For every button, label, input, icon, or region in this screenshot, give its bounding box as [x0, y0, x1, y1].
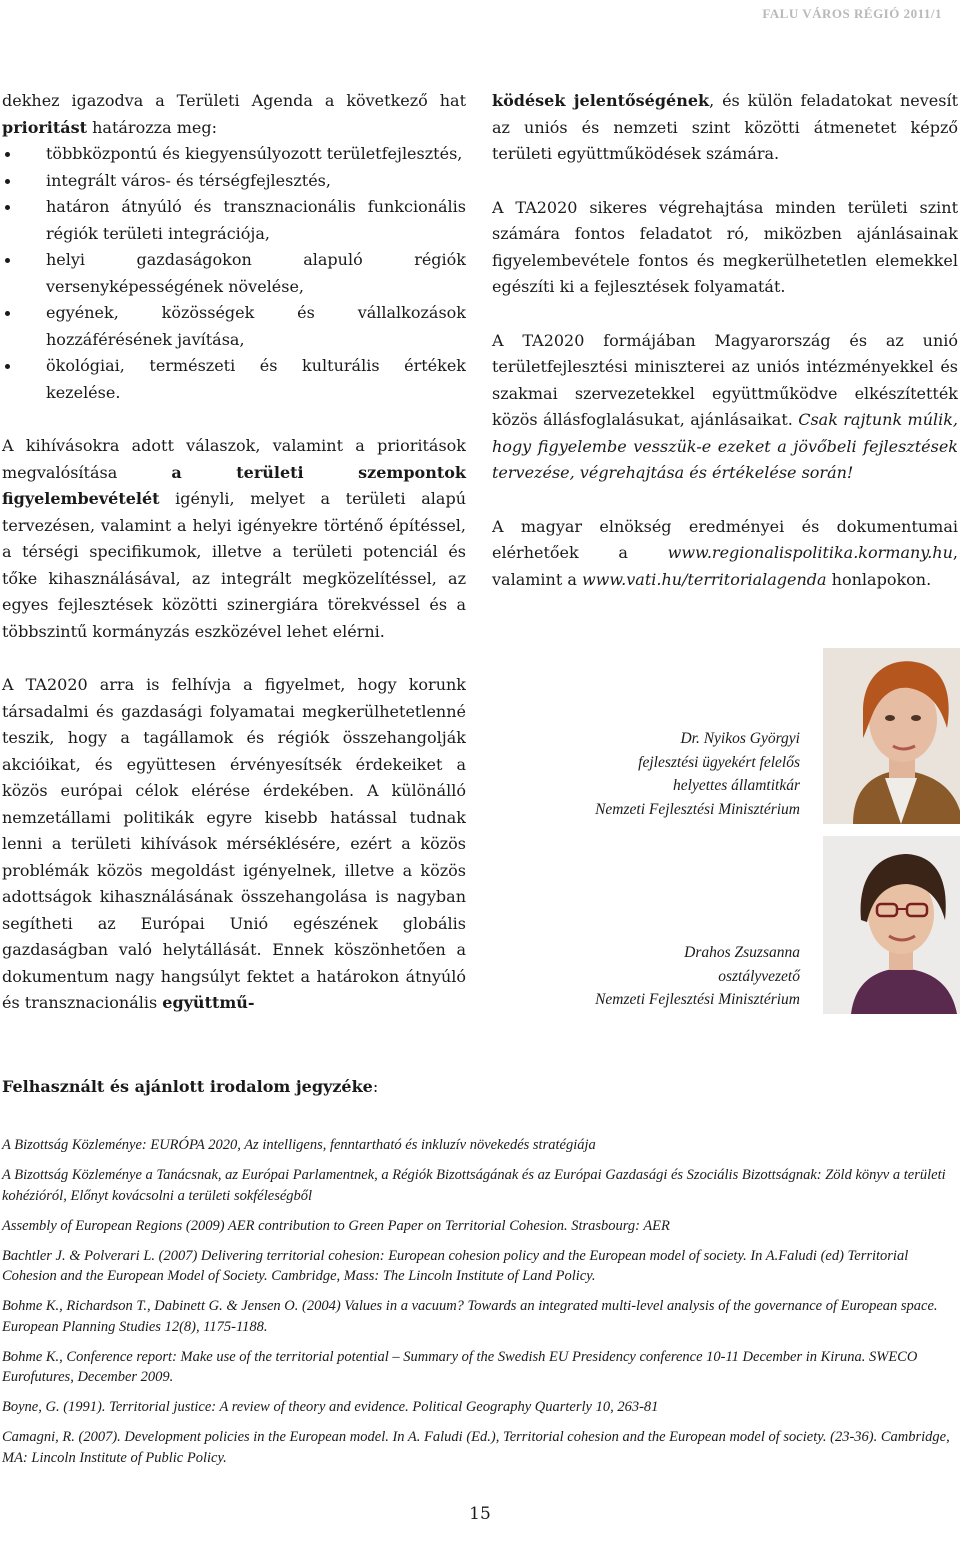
reference-item: Assembly of European Regions (2009) AER contribution to Green Paper on Territorial Cohesion. Strasbourg: AER: [2, 1217, 670, 1234]
body-paragraph: [492, 514, 958, 594]
bullet-icon: [5, 179, 10, 184]
portrait-image: [823, 648, 960, 824]
author-organization: Nemzeti Fejlesztési Minisztérium: [595, 800, 800, 818]
list-item-text: többközpontú és kiegyensúlyozott területfejlesztés,: [46, 144, 463, 163]
portrait-image: [823, 836, 960, 1014]
body-paragraph: [2, 433, 466, 645]
intro-rest: határozza meg:: [87, 117, 217, 137]
intro-text: dekhez igazodva a Területi Agenda a következő hat: [2, 91, 466, 110]
body-paragraph: [2, 672, 466, 1017]
references-heading-text: Felhasznált és ajánlott irodalom jegyzéke: [2, 1077, 373, 1096]
body-paragraph: A TA2020 sikeres végrehajtása minden területi szint számára fontos feladatot ró, miközben ajánlásainak figyelembevétele fontos és megkerülhetetlen elemekkel egészíti ki a fejlesztések folyamatát.: [492, 197, 958, 296]
paragraph-text: igényli, melyet a területi alapú tervezésen, valamint a helyi igényekre történő építéssel, a térségi specifikumok, illetve a területi potenciál és tőke kihasználásával, az integrált megközelítéssel, az egyes fejlesztések közötti szinergiára törekvéssel és a többszintű kormányzás eszközével lehet elérni.: [2, 489, 466, 641]
body-paragraph: [492, 88, 958, 168]
author-role: helyettes államtitkár: [673, 777, 800, 794]
reference-item: A Bizottság Közleménye a Tanácsnak, az Európai Parlamentnek, a Régiók Bizottságának és az Európai Gazdasági és Szociális Bizottságnak: Zöld könyv a területi kohézióról, Előnyt kovácsolni a területi sokféleségből: [2, 1167, 946, 1204]
list-item-text: egyének, közösségek és vállalkozások hozzáférésének javítása,: [46, 303, 466, 349]
reference-item: Bohme K., Richardson T., Dabinett G. & Jensen O. (2004) Values in a vacuum? Towards an integrated multi-level analysis of the governance of European space. European Planning Studies 12(8), 1175-1188.: [2, 1298, 938, 1335]
reference-item: Boyne, G. (1991). Territorial justice: A review of theory and evidence. Political Geography Quarterly 10, 263-81: [2, 1399, 659, 1415]
intro-bold: prioritást: [2, 117, 88, 137]
list-item: [2, 141, 466, 168]
list-item-text: határon átnyúló és transznacionális funkcionális régiók területi integrációja,: [46, 197, 466, 243]
website-link[interactable]: www.regionalispolitika.kormany.hu: [667, 543, 953, 562]
author-role: fejlesztési ügyekért felelős: [638, 753, 800, 771]
reference-item: Bohme K., Conference report: Make use of the territorial potential – Summary of the Swedish EU Presidency conference 10-11 December in Kiruna. SWECO Eurofutures, December 2009.: [2, 1348, 918, 1385]
list-item: [2, 194, 466, 247]
list-item-text: integrált város- és térségfejlesztés,: [46, 170, 331, 190]
bullet-icon: [5, 364, 10, 369]
author-organization: Nemzeti Fejlesztési Minisztérium: [595, 991, 800, 1008]
author-photo-drahos: [823, 836, 960, 1014]
bullet-icon: [5, 205, 10, 210]
references-list: [2, 1135, 957, 1478]
reference-item: A Bizottság Közleménye: EURÓPA 2020, Az intelligens, fenntartható és inkluzív növekedés stratégiája: [2, 1137, 596, 1153]
page-number: 15: [469, 1504, 491, 1524]
reference-item: Bachtler J. & Polverari L. (2007) Delivering territorial cohesion: European cohesion policy and the European model of society. In A.Faludi (ed) Territorial Cohesion and the European Model of Society. Cambridge, Mass: The Lincoln Institute of Land Policy.: [2, 1247, 909, 1284]
paragraph-text: A TA2020 formájában Magyarország és az unió területfejlesztési miniszterei az uniós intézményekkel és szakmai szervezetekkel együttműködve elkészítették közös állásfoglalásukat, ajánlásaikat.: [492, 330, 958, 429]
priority-list: [2, 141, 466, 406]
author-caption-drahos: [595, 941, 800, 1012]
list-item: [2, 353, 466, 406]
paragraph-text: honlapokon.: [826, 569, 932, 589]
list-item: [2, 300, 466, 353]
author-caption-nyikos: [595, 727, 800, 821]
author-name: Drahos Zsuzsanna: [684, 944, 800, 961]
author-role: osztályvezető: [718, 967, 800, 985]
right-column: [492, 88, 958, 593]
body-paragraph: [492, 328, 958, 487]
author-name: Dr. Nyikos Györgyi: [680, 730, 800, 747]
bullet-icon: [5, 152, 10, 157]
paragraph-text: , valamint a: [492, 543, 958, 589]
website-link[interactable]: www.vati.hu/territorialagenda: [581, 569, 827, 589]
paragraph-bold: ködések jelentőségének: [492, 91, 710, 110]
references-heading-colon: :: [372, 1077, 379, 1096]
list-item: [2, 168, 466, 195]
running-header: FALU VÁROS RÉGIÓ 2011/1: [762, 6, 942, 21]
list-item: [2, 247, 466, 300]
paragraph-text: A kihívásokra adott válaszok, valamint a prioritások megvalósítása: [2, 436, 466, 482]
author-photo-nyikos: [823, 648, 960, 824]
paragraph-bold: együttmű-: [162, 993, 255, 1012]
list-item-text: ökológiai, természeti és kulturális értékek kezelése.: [46, 356, 466, 402]
references-heading: [2, 1077, 378, 1096]
paragraph-text: A magyar elnökség eredményei és dokumentumai elérhetőek a: [492, 516, 958, 562]
left-column: [2, 88, 466, 1017]
reference-item: Camagni, R. (2007). Development policies in the European model. In A. Faludi (Ed.), Territorial cohesion and the European model of society. (23-36). Cambridge, MA: Lincoln Institute of Public Policy.: [2, 1429, 950, 1466]
paragraph-italic: Csak rajtunk múlik, hogy figyelembe vesszük-e ezeket a jövőbeli fejlesztések tervezése, végrehajtása és értékelése során!: [492, 410, 959, 482]
bullet-icon: [5, 311, 10, 316]
list-item-text: helyi gazdaságokon alapuló régiók versenyképességének növelése,: [46, 250, 466, 296]
bullet-icon: [5, 258, 10, 263]
intro-paragraph: [2, 88, 466, 141]
paragraph-text: , és külön feladatokat nevesít az uniós és nemzeti szint közötti átmenetet képző területi együttműködések számára.: [492, 91, 958, 163]
paragraph-text: A TA2020 arra is felhívja a figyelmet, hogy korunk társadalmi és gazdasági folyamatai megkerülhetetlenné teszik, hogy a tagállamok és régiók összehangolják akcióikat, és együttesen érvényesítsék érdekeiket a közös európai célok elérése érdekében. A különálló nemzetállami politikák egyre kisebb hatással tudnak lenni a területi kihívások mérséklésére, ezért a közös problémák közös megoldást igényelnek, illetve a közös adottságok kihasználásának összehangolása is nagyban segítheti az Európai Unió egészének globális gazdaságban való helytállását. Ennek köszönhetően a dokumentum nagy hangsúlyt fektet a határokon átnyúló és transznacionális: [2, 675, 466, 1012]
paragraph-bold: a területi szempontok figyelembevételét: [2, 462, 466, 508]
